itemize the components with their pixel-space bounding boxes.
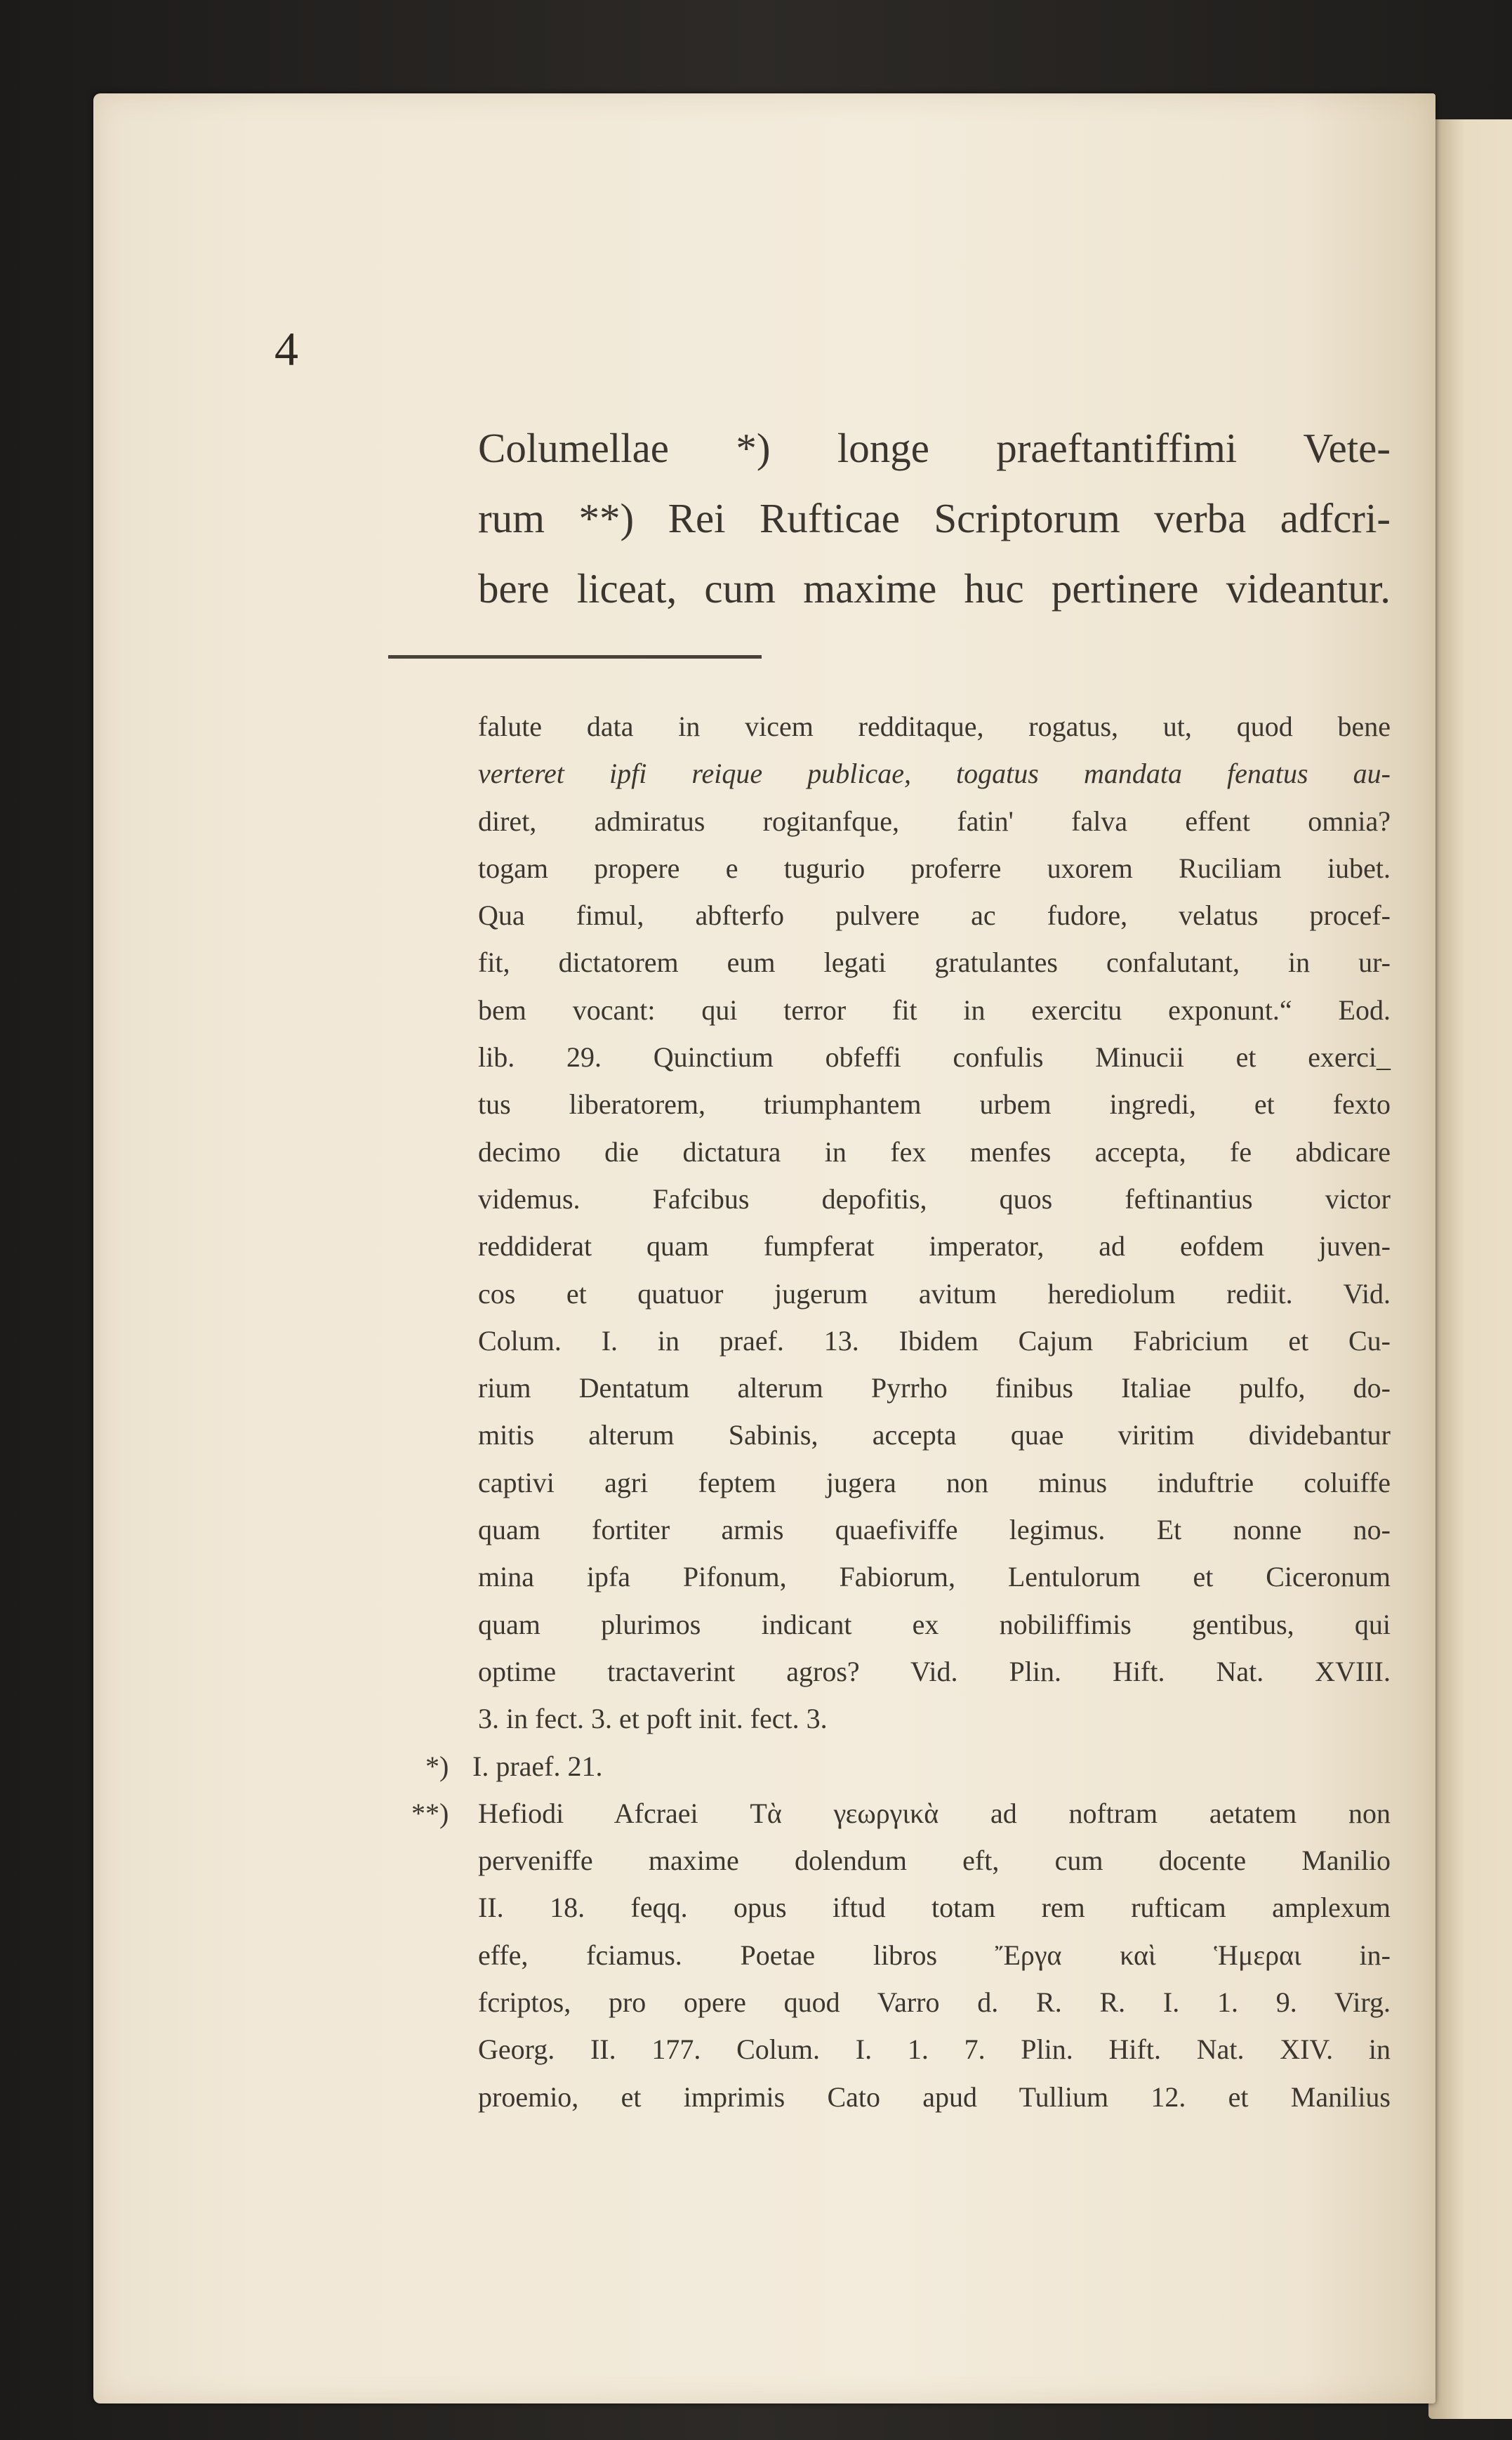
footnote-line: quam plurimos indicant ex nobiliffimis gentibus, qui [478, 1608, 1391, 1640]
footnote-2 [411, 1790, 1391, 2121]
footnote-line: cos et quatuor jugerum avitum herediolum rediit. Vid. [478, 1277, 1391, 1310]
footnote-line: proemio, et imprimis Cato apud Tullium 12. et Manilius [478, 2080, 1391, 2113]
footnote-line: bem vocant: qui terror fit in exercitu exponunt.“ Eod. [478, 994, 1391, 1026]
footnote-line: videmus. Fafcibus depofitis, quos feftinantius victor [478, 1182, 1391, 1215]
footnote-line: fcriptos, pro opere quod Varro d. R. R. I. 1. 9. Virg. [478, 1986, 1391, 2019]
footnote-line: 3. in fect. 3. et poft init. fect. 3. [478, 1703, 828, 1735]
main-text [478, 413, 1391, 624]
main-text-line: bere liceat, cum maxime huc pertinere videantur. [478, 565, 1391, 612]
footnote-line: Georg. II. 177. Colum. I. 1. 7. Plin. Hift. Nat. XIV. in [478, 2033, 1391, 2066]
separator-rule [388, 655, 762, 659]
footnote-line: optime tractaverint agros? Vid. Plin. Hift. Nat. XVIII. [478, 1655, 1391, 1687]
page-number: 4 [274, 322, 298, 376]
book-page [93, 93, 1435, 2403]
footnote-line: tus liberatorem, triumphantem urbem ingredi, et fexto [478, 1088, 1391, 1121]
footnote-marker: **) [411, 1797, 449, 1829]
footnote-1 [425, 1743, 1391, 1790]
footnote-line: lib. 29. Quinctium obfeffi confulis Minucii et exerci_ [478, 1041, 1391, 1074]
footnote-line: reddiderat quam fumpferat imperator, ad eofdem juven- [478, 1230, 1391, 1262]
footnote-line: fit, dictatorem eum legati gratulantes confalutant, in ur- [478, 947, 1391, 979]
footnote-line: perveniffe maxime dolendum eft, cum docente Manilio [478, 1845, 1391, 1877]
footnote-continuation [478, 703, 1391, 1743]
footnote-line: mina ipfa Pifonum, Fabiorum, Lentulorum et Ciceronum [478, 1561, 1391, 1593]
footnote-line: effe, fciamus. Poetae libros Ἔργα καὶ Ἡμεραι in- [478, 1939, 1391, 1971]
footnotes [411, 703, 1391, 2121]
main-text-line: rum **) Rei Rufticae Scriptorum verba adfcri- [478, 495, 1391, 541]
footnote-line: Hefiodi Afcraei Τὰ γεωργικὰ ad noftram aetatem non [478, 1797, 1391, 1829]
footnote-line: Qua fimul, abfterfo pulvere ac fudore, velatus procef- [478, 899, 1391, 932]
footnote-line: verteret ipfi reique publicae, togatus mandata fenatus au- [478, 758, 1391, 790]
footnote-line: captivi agri feptem jugera non minus induftrie coluiffe [478, 1466, 1391, 1498]
footnote-line: rium Dentatum alterum Pyrrho finibus Italiae pulfo, do- [478, 1372, 1391, 1404]
footnote-line: I. praef. 21. [472, 1750, 603, 1782]
footnote-line: quam fortiter armis quaefiviffe legimus. Et nonne no- [478, 1514, 1391, 1546]
footnote-line: decimo die dictatura in fex menfes accepta, fe abdicare [478, 1135, 1391, 1168]
footnote-line: II. 18. feqq. opus iftud totam rem rufticam amplexum [478, 1892, 1391, 1924]
main-text-line: Columellae *) longe praeftantiffimi Vete- [478, 425, 1391, 471]
footnote-line: togam propere e tugurio proferre uxorem Ruciliam iubet. [478, 852, 1391, 884]
footnote-line: mitis alterum Sabinis, accepta quae viritim dividebantur [478, 1419, 1391, 1451]
footnote-line: falute data in vicem redditaque, rogatus, ut, quod bene [478, 711, 1391, 742]
footnote-marker: *) [425, 1750, 449, 1782]
footnote-line: Colum. I. in praef. 13. Ibidem Cajum Fabricium et Cu- [478, 1324, 1391, 1357]
next-page-edge [1428, 119, 1512, 2419]
footnote-line: diret, admiratus rogitanfque, fatin' falva effent omnia? [478, 805, 1391, 837]
